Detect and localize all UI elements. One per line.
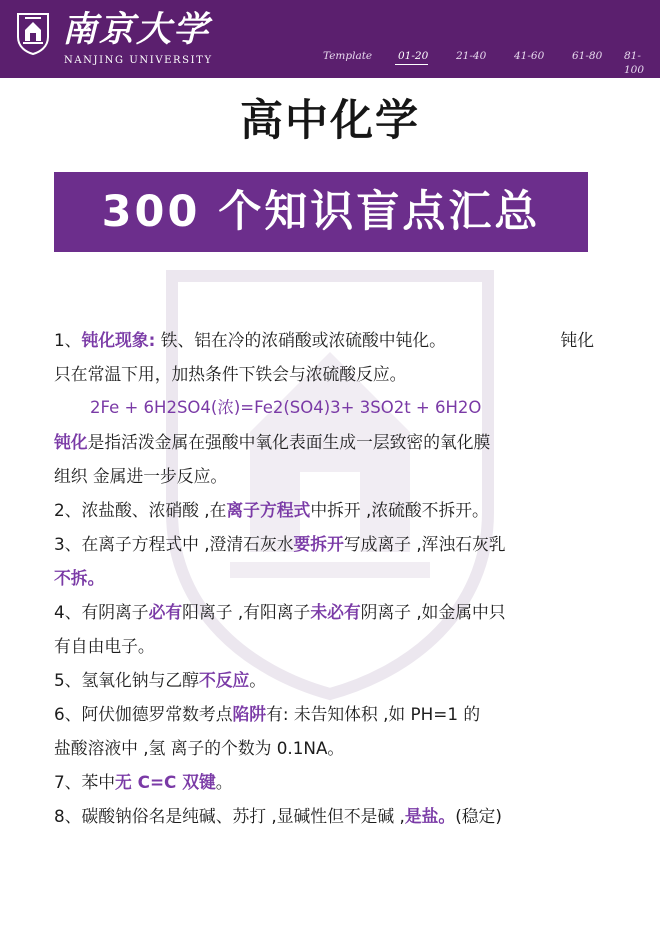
- item-1-line-3: [54, 425, 594, 459]
- nav-81-100[interactable]: 81-100: [624, 50, 645, 76]
- page-title: 高中化学: [240, 96, 420, 146]
- item-3-line-1: [54, 527, 594, 561]
- knowledge-list: [54, 323, 594, 833]
- item-1-number: 1、: [54, 330, 82, 350]
- item-8-highlight: 是盐。: [404, 806, 456, 826]
- university-emblem-icon: [15, 11, 51, 55]
- nav-21-40[interactable]: 21-40: [456, 50, 487, 62]
- item-4-text-c: 阴离子 ,如金属中只: [360, 602, 506, 622]
- item-2: [54, 493, 594, 527]
- item-4-line-2: 有自由电子。: [54, 636, 155, 656]
- item-1-explanation: 是指活泼金属在强酸中氧化表面生成一层致密的氧化膜: [87, 432, 491, 452]
- item-4-highlight-2: 未必有: [310, 602, 361, 622]
- item-3-text-a: 3、在离子方程式中 ,澄清石灰水: [54, 534, 294, 554]
- item-8: [54, 799, 594, 833]
- item-1-line-1: [54, 323, 594, 357]
- item-8-text-b: (稳定): [455, 806, 502, 826]
- top-navigation-bar: [0, 0, 660, 78]
- item-3-highlight: 要拆开: [293, 534, 344, 554]
- item-1-text-end: 钝化: [560, 330, 594, 350]
- nav-41-60[interactable]: 41-60: [514, 50, 545, 62]
- university-name-english: NANJING UNIVERSITY: [64, 55, 213, 66]
- item-5-text-a: 5、氢氧化钠与乙醇: [54, 670, 199, 690]
- item-4-line-1: [54, 595, 594, 629]
- active-nav-indicator: [395, 64, 428, 65]
- item-1-text: 铁、铝在冷的浓硝酸或浓硫酸中钝化。: [155, 330, 446, 350]
- nav-template[interactable]: Template: [323, 50, 373, 62]
- item-7-highlight: 无 C=C 双键: [115, 772, 216, 792]
- item-2-text-a: 2、浓盐酸、浓硝酸 ,在: [54, 500, 227, 520]
- nav-01-20[interactable]: 01-20: [398, 50, 429, 62]
- university-name-chinese: 南京大学: [62, 9, 211, 50]
- item-2-text-b: 中拆开 ,浓硫酸不拆开。: [310, 500, 489, 520]
- item-5: [54, 663, 594, 697]
- item-1-term: 钝化现象:: [81, 330, 156, 350]
- item-6-line-1: [54, 697, 594, 731]
- item-7-text-a: 7、苯中: [54, 772, 116, 792]
- item-1-term-2: 钝化: [54, 432, 88, 452]
- item-6-highlight: 陷阱: [232, 704, 267, 724]
- item-3-text-b: 写成离子 ,浑浊石灰乳: [343, 534, 506, 554]
- item-4-text-a: 4、有阴离子: [54, 602, 149, 622]
- item-8-text-a: 8、碳酸钠俗名是纯碱、苏打 ,显碱性但不是碱 ,: [54, 806, 405, 826]
- item-4-text-b: 阳离子 ,有阳离子: [182, 602, 311, 622]
- item-6-text-b: 有: 未告知体积 ,如 PH=1 的: [266, 704, 481, 724]
- item-2-highlight: 离子方程式: [226, 500, 311, 520]
- item-3-line-2: [54, 561, 594, 595]
- banner-title: 300 个知识盲点汇总: [101, 187, 541, 237]
- item-7: [54, 765, 594, 799]
- item-6-text-a: 6、阿伏伽德罗常数考点: [54, 704, 233, 724]
- nav-61-80[interactable]: 61-80: [572, 50, 603, 62]
- item-1-line-4: 组织 金属进一步反应。: [54, 466, 228, 486]
- item-6-line-2: 盐酸溶液中 ,氢 离子的个数为 0.1NA。: [54, 738, 345, 758]
- item-3-highlight-2: 不拆。: [54, 568, 105, 588]
- title-banner: [54, 172, 588, 252]
- item-5-highlight: 不反应: [198, 670, 250, 690]
- item-4-highlight: 必有: [148, 602, 183, 622]
- item-5-text-b: 。: [249, 670, 267, 690]
- item-7-text-b: 。: [215, 772, 233, 792]
- item-1-line-2: 只在常温下用，加热条件下铁会与浓硫酸反应。: [54, 364, 407, 384]
- item-1-equation: 2Fe + 6H2SO4(浓)=Fe2(SO4)3+ 3SO2t + 6H2O: [90, 398, 482, 417]
